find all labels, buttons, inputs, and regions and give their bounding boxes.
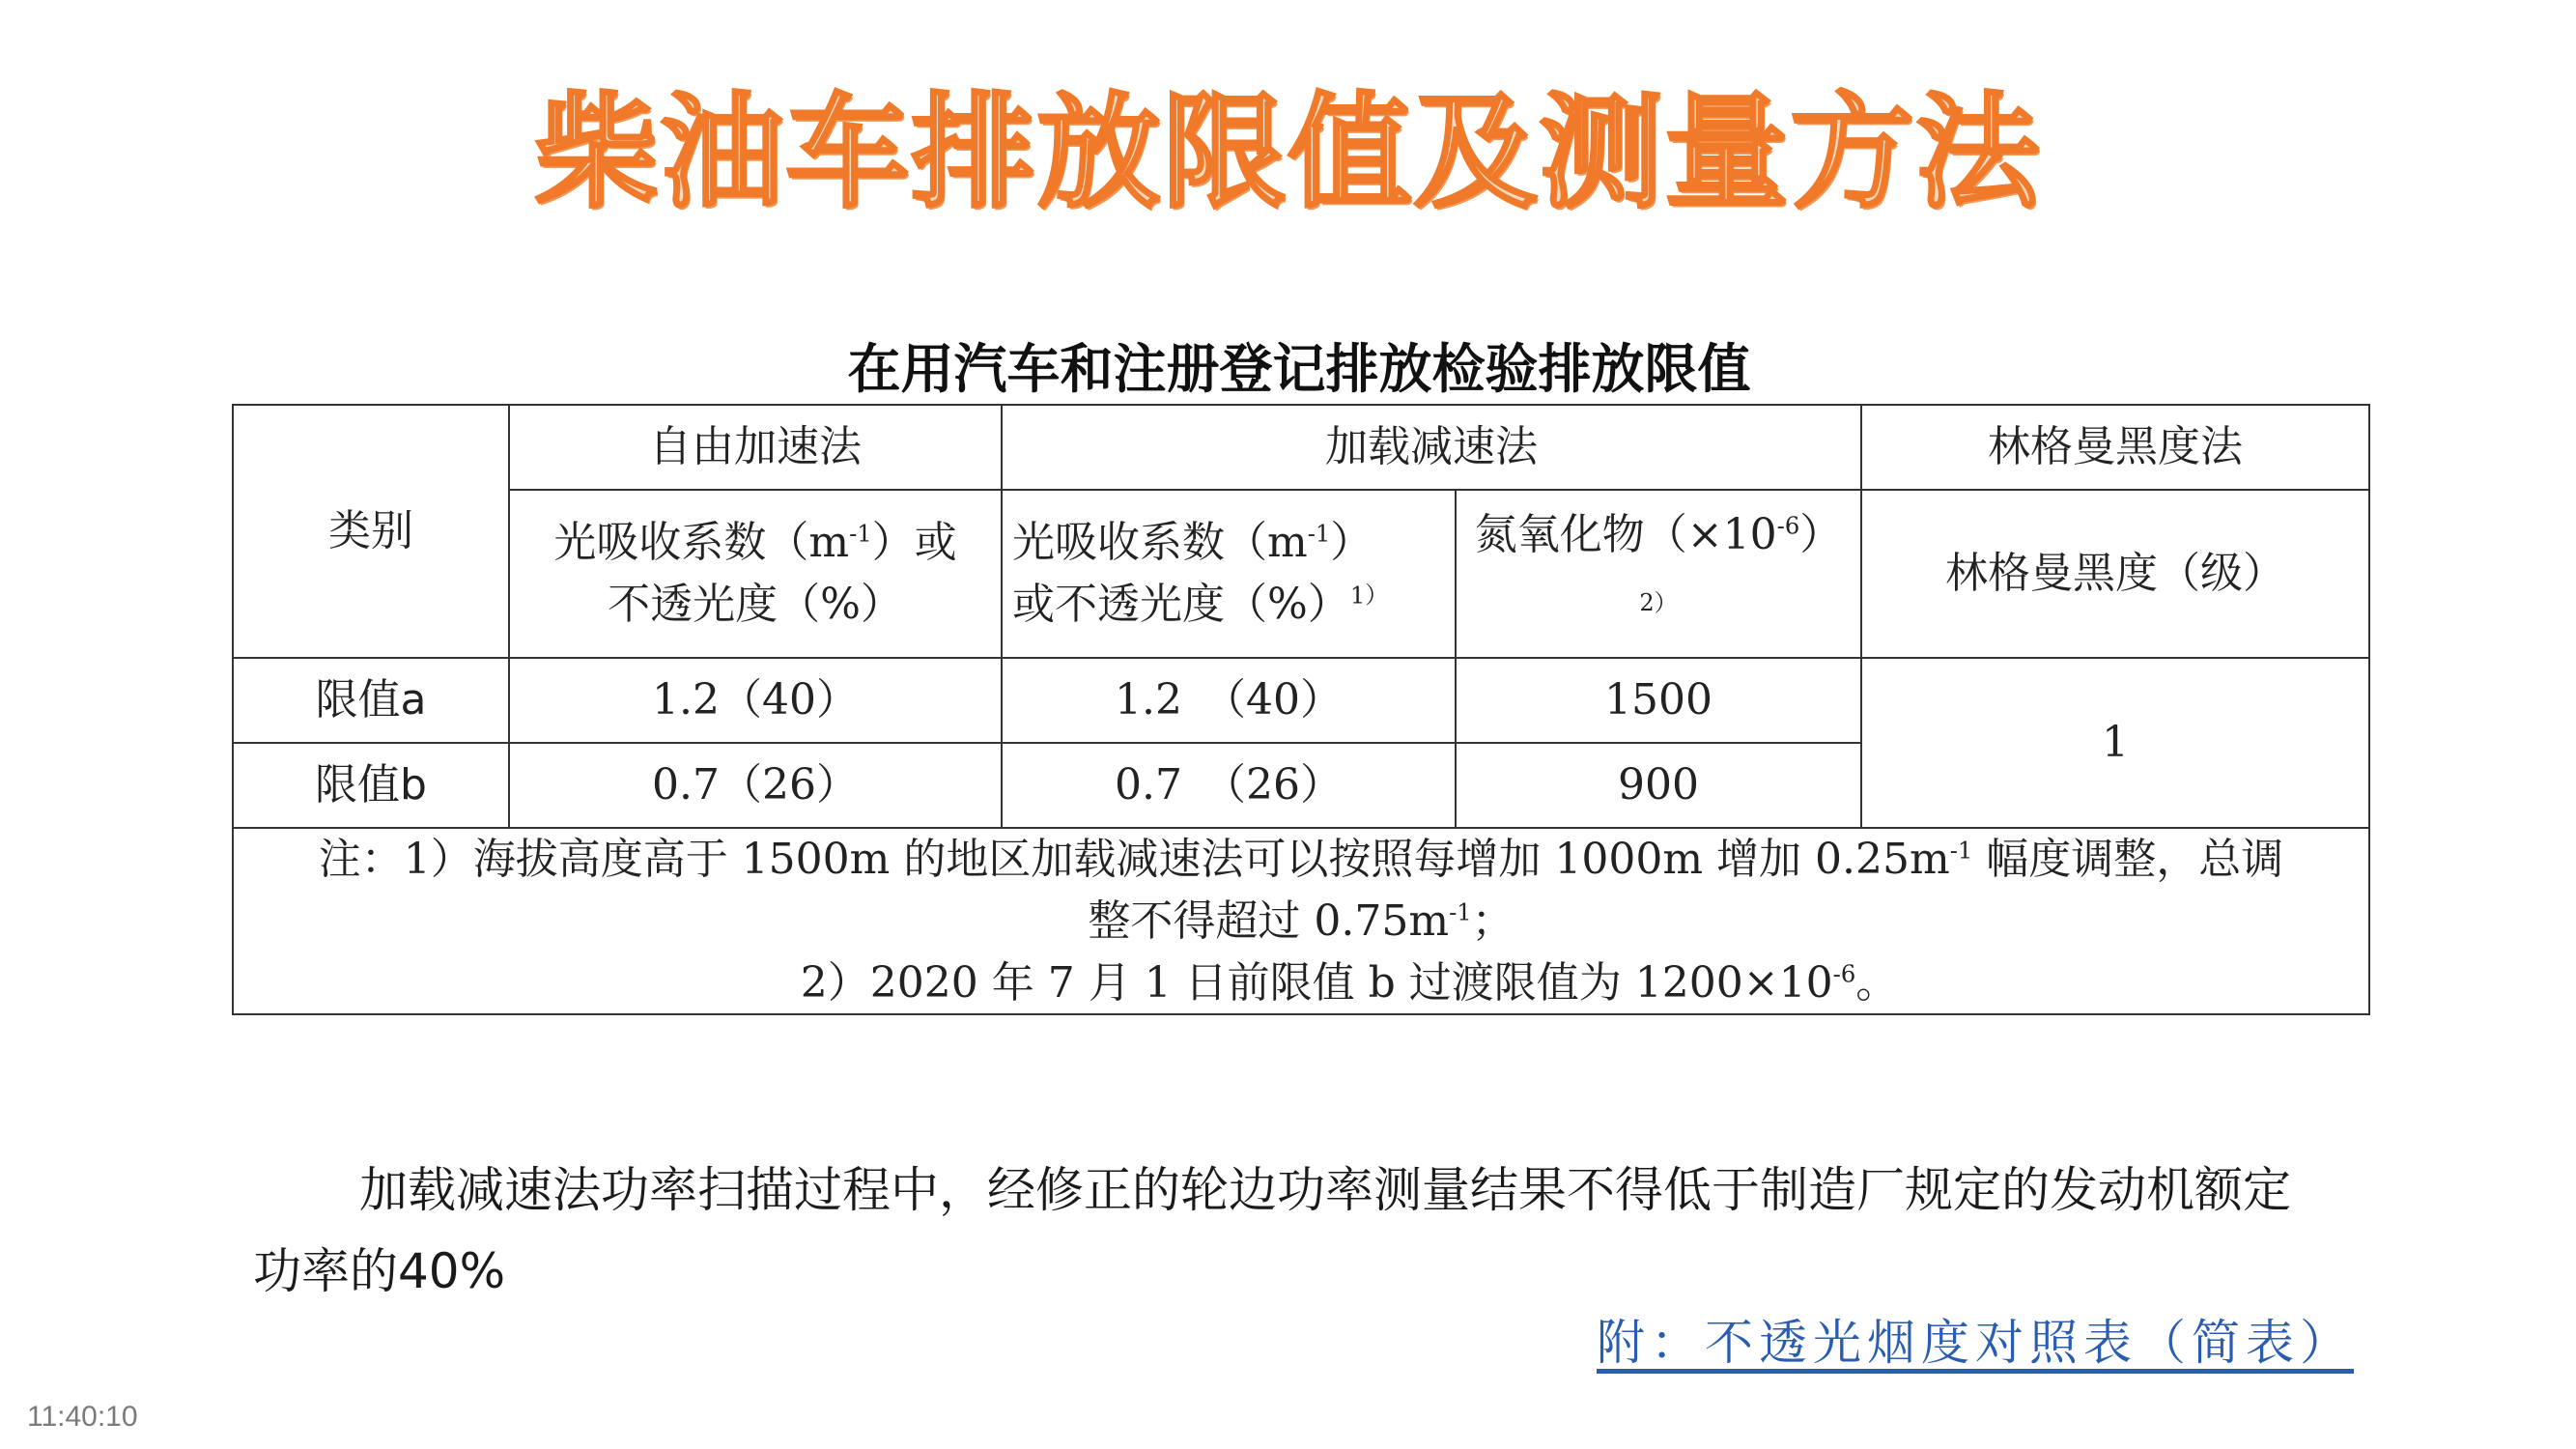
lug-coef-value-b: 0.7 （26） xyxy=(1002,743,1456,828)
row-label-a: 限值a xyxy=(233,658,509,743)
table-notes xyxy=(233,828,2369,1014)
row-label-b: 限值b xyxy=(233,743,509,828)
nox-value-b: 900 xyxy=(1456,743,1861,828)
free-accel-coef-label: 光吸收系数（m xyxy=(553,518,850,568)
table-header-row-1 xyxy=(233,405,2369,490)
free-accel-coef-sup: -1 xyxy=(849,520,872,548)
note-2-sup: -1 xyxy=(1449,898,1472,926)
lug-coef-tail: ） xyxy=(1330,518,1373,568)
note-1-text: 注：1）海拔高度高于 1500m 的地区加载减速法可以按照每增加 1000m 增加 0.25m xyxy=(318,835,1950,884)
note-1-tail: 幅度调整，总调 xyxy=(1972,835,2284,884)
note-1-sup: -1 xyxy=(1949,837,1973,865)
nox-label: 氮氧化物（×10 xyxy=(1474,510,1777,559)
nox-sup: -6 xyxy=(1776,512,1800,540)
nox-value-a: 1500 xyxy=(1456,658,1861,743)
table-notes-row xyxy=(233,828,2369,1014)
emission-limits-table-container xyxy=(232,404,2368,1015)
nox-note-ref: 2） xyxy=(1639,588,1678,616)
note-line-3 xyxy=(243,952,2359,1014)
lug-coef-label: 光吸收系数（m xyxy=(1012,518,1308,568)
category-header: 类别 xyxy=(233,405,509,658)
note-2-text: 整不得超过 0.75m xyxy=(1088,895,1450,946)
lug-coef-value-a: 1.2 （40） xyxy=(1002,658,1456,743)
slide-title: 柴油车排放限值及测量方法 xyxy=(534,81,2042,225)
lug-coef-sup: -1 xyxy=(1307,520,1331,548)
free-accel-subheader xyxy=(509,490,1002,658)
free-acceleration-header: 自由加速法 xyxy=(509,405,1002,490)
free-accel-opacity-label: 不透光度（%） xyxy=(608,580,903,629)
note-3-tail: 。 xyxy=(1855,957,1899,1008)
nox-tail: ） xyxy=(1799,510,1843,559)
table-header-row-2 xyxy=(233,490,2369,658)
table-row xyxy=(233,658,2369,743)
ringelmann-value: 1 xyxy=(1861,658,2369,828)
note-2-tail: ； xyxy=(1471,895,1514,946)
lug-opacity-sup: 1） xyxy=(1349,582,1389,610)
ringelmann-level-subheader: 林格曼黑度（级） xyxy=(1861,490,2369,658)
lug-down-header: 加载减速法 xyxy=(1002,405,1861,490)
body-paragraph: 加载减速法功率扫描过程中，经修正的轮边功率测量结果不得低于制造厂规定的发动机额定功率的40% xyxy=(253,1162,2291,1299)
note-3-sup: -6 xyxy=(1832,959,1856,987)
free-accel-value-b: 0.7（26） xyxy=(509,743,1002,828)
table-caption: 在用汽车和注册登记排放检验排放限值 xyxy=(847,338,1751,400)
lug-coef-subheader xyxy=(1002,490,1456,658)
note-line-2 xyxy=(243,891,2359,952)
lug-opacity-label: 或不透光度（%） xyxy=(1012,580,1350,629)
ringelmann-header: 林格曼黑度法 xyxy=(1861,405,2369,490)
free-accel-value-a: 1.2（40） xyxy=(509,658,1002,743)
nox-subheader xyxy=(1456,490,1861,658)
opacity-lookup-table-link[interactable]: 附：不透光烟度对照表（简表） xyxy=(1597,1315,2354,1371)
note-line-1 xyxy=(243,829,2359,891)
free-accel-coef-tail: ）或 xyxy=(871,518,957,568)
timestamp: 11:40:10 xyxy=(27,1401,138,1433)
note-3-text: 2）2020 年 7 月 1 日前限值 b 过渡限值为 1200×10 xyxy=(800,957,1833,1008)
emission-limits-table xyxy=(232,404,2370,1015)
